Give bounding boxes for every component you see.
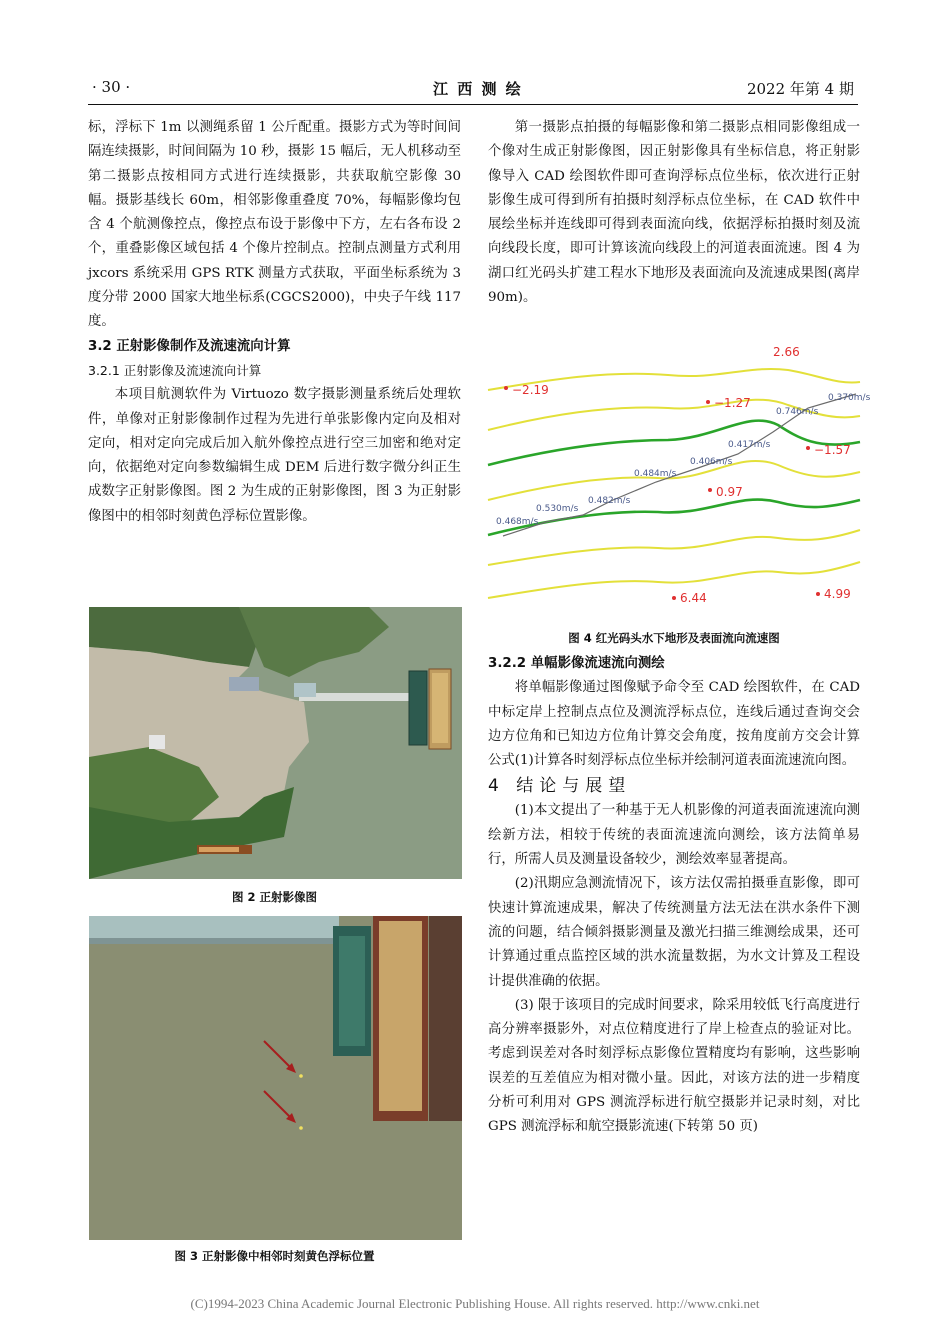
left-paragraph-2: 本项目航测软件为 Virtuozo 数字摄影测量系统后处理软件，单像对正射影像制作过程为先进行单张影像内定向及相对定向，相对定向完成后加入航外像控点进行空三加密和绝对定向，依据绝对定向参数编辑生成 DEM 后进行数字微分纠正生成数字正射影像图。图 2 为生成的正射影像图，图 3 为正射影像图中的相邻时刻黄色浮标位置影像。: [88, 387, 461, 524]
figure-2-caption: 图 2 正射影像图: [231, 890, 317, 904]
speed-label-1: 0.468m/s: [496, 517, 539, 527]
depth-point-6: [816, 592, 820, 596]
speed-label-4: 0.484m/s: [634, 469, 677, 479]
journal-title: 江 西 测 绘: [433, 80, 523, 98]
running-header: [88, 78, 858, 104]
depth-label-4: −1.57: [814, 443, 851, 457]
depth-point-2: [706, 400, 710, 404]
speed-label-6: 0.417m/s: [728, 440, 771, 450]
conclusion-1: (1)本文提出了一种基于无人机影像的河道表面流速流向测绘新方法，相较于传统的表面流速流向测绘，该方法简单易行，所需人员及测量设备较少，测绘效率显著提高。: [488, 803, 860, 868]
section-heading-3-2-1: 3.2.1 正射影像及流速流向计算: [88, 362, 262, 378]
left-column: [88, 116, 461, 529]
speed-label-7: 0.746m/s: [776, 407, 819, 417]
depth-point-5: [672, 596, 676, 600]
depth-label-7: 4.99: [824, 587, 851, 601]
section-heading-4: 4 结论与展望: [488, 776, 632, 797]
depth-label-1: 2.66: [773, 345, 800, 359]
depth-point-4: [708, 488, 712, 492]
figure-3-caption: 图 3 正射影像中相邻时刻黄色浮标位置: [174, 1249, 375, 1263]
conclusion-2: (2)汛期应急测流情况下，该方法仅需拍摄垂直影像，即可快速计算流速成果，解决了传统测量方法无法在洪水条件下测流的问题，结合倾斜摄影测量及激光扫描三维测绘成果，还可计算通过重点监控区域的洪水流量数据，为水文计算及工程设计提供准确的依据。: [488, 876, 860, 989]
section-heading-3-2: 3.2 正射影像制作及流速流向计算: [88, 338, 291, 354]
speed-label-8: 0.370m/s: [828, 393, 871, 403]
depth-label-5: 0.97: [716, 485, 743, 499]
figure-3-buoy-positions: [89, 916, 462, 1240]
right-paragraph-1: 第一摄影点拍摄的每幅影像和第二摄影点相同影像组成一个像对生成正射影像图，因正射影像具有坐标信息，将正射影像导入 CAD 绘图软件即可查询浮标点位坐标，依次进行正射影像生成可得到所有拍摄时刻浮标点位坐标，在 CAD 软件中展绘坐标并连线即可得到表面流向线，依据浮标拍摄时刻及流向线段长度，即可计算该流向线段上的河道表面流速。图 4 为湖口红光码头扩建工程水下地形及表面流向及流速成果图(离岸 90m)。: [488, 120, 860, 306]
copyright-footer: (C)1994-2023 China Academic Journal Electronic Publishing House. All rights reserved. http://www.cnki.net: [190, 1296, 760, 1311]
depth-label-6: 6.44: [680, 591, 707, 605]
depth-label-2: −2.19: [512, 383, 549, 397]
depth-point-3: [806, 446, 810, 450]
right-paragraph-2: 将单幅影像通过图像赋予命令至 CAD 绘图软件，在 CAD 中标定岸上控制点点位及测流浮标点位，连线后通过查询交会边方位角和已知边方位角计算交会角度，按角度前方交会计算公式(1)计算各时刻浮标点位坐标并绘制河道表面流速流向图。: [488, 680, 860, 769]
right-column-top: [488, 116, 860, 310]
continued-note: (下转第 50 页): [668, 1119, 759, 1135]
speed-label-3: 0.482m/s: [588, 496, 631, 506]
conclusion-3-text: (3) 限于该项目的完成时间要求，除采用较低飞行高度进行高分辨率摄影外，对点位精度进行了岸上检查点的验证对比。考虑到误差对各时刻浮标点影像位置精度均有影响，这些影响误差的互差值应为相对微小量。因此，对该方法的进一步精度分析可利用对 GPS 测流浮标进行航空摄影并记录时刻，对比 GPS 测流浮标和航空摄影流速: [488, 997, 860, 1135]
issue-label: 2022 年第 4 期: [746, 80, 854, 98]
depth-point-1: [504, 386, 508, 390]
figure-2-orthophoto: [89, 607, 462, 879]
conclusion-3: [488, 994, 860, 1140]
speed-label-2: 0.530m/s: [536, 504, 579, 514]
depth-label-3: −1.27: [714, 396, 751, 410]
right-column-bottom: [488, 652, 860, 1140]
header-rule: [88, 104, 858, 105]
figure-4-caption: 图 4 红光码头水下地形及表面流向流速图: [568, 631, 780, 645]
figure-4-flow-map: [488, 345, 871, 612]
page-number: · 30 ·: [92, 78, 131, 96]
speed-label-5: 0.406m/s: [690, 457, 733, 467]
section-heading-3-2-2: 3.2.2 单幅影像流速流向测绘: [488, 656, 665, 671]
left-paragraph-1: 标，浮标下 1m 以测绳系留 1 公斤配重。摄影方式为等时间间隔连续摄影，时间间隔为 10 秒，摄影 15 幅后，无人机移动至第二摄影点按相同方式进行连续摄影，共获取航空影像 30 幅。摄影基线长 60m，相邻影像重叠度 70%，每幅影像均包含 4 个航测像控点，像控点布设于影像中下方，左右各布设 2 个，重叠影像区域包括 4 个像片控制点。控制点测量方式利用 jxcors 系统采用 GPS RTK 测量方式获取，平面坐标系统为 3 度分带 2000 国家大地坐标系(CGCS2000)，中央子午线 117 度。: [88, 120, 461, 330]
